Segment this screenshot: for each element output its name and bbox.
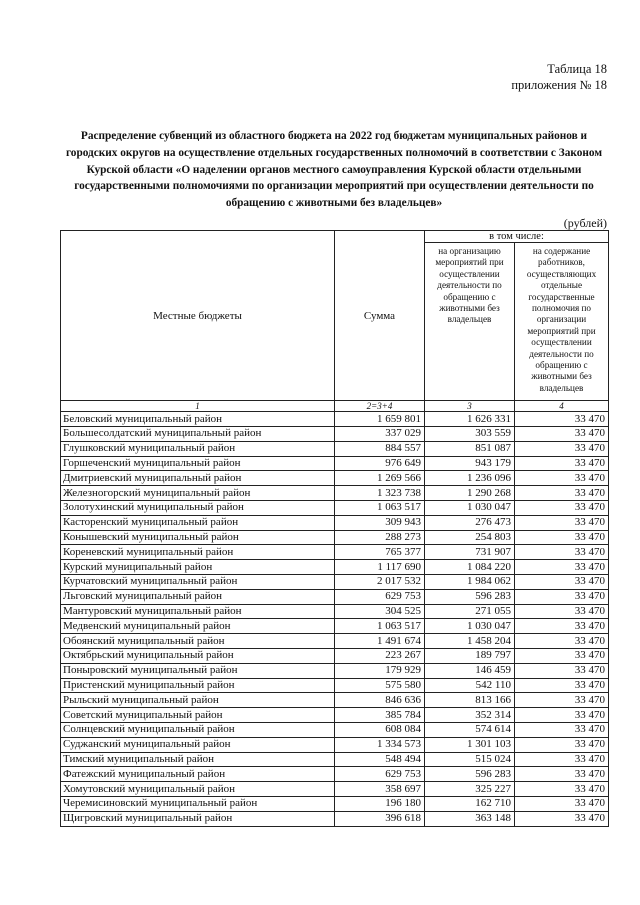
table-row	[61, 708, 609, 723]
organization-amount-cell: 1 030 047	[425, 501, 515, 516]
appendix-label: приложения № 18	[511, 78, 607, 92]
table-row	[61, 693, 609, 708]
organization-amount-cell: 596 283	[425, 767, 515, 782]
district-name-cell: Беловский муниципальный район	[61, 412, 335, 427]
staff-amount-cell: 33 470	[515, 767, 609, 782]
column-index: 2=3+4	[335, 401, 425, 412]
district-name-cell: Мантуровский муниципальный район	[61, 604, 335, 619]
header-including: в том числе:	[425, 231, 609, 243]
staff-amount-cell: 33 470	[515, 604, 609, 619]
district-name-cell: Хомутовский муниципальный район	[61, 782, 335, 797]
sum-cell: 358 697	[335, 782, 425, 797]
sum-cell: 304 525	[335, 604, 425, 619]
staff-amount-cell: 33 470	[515, 649, 609, 664]
sum-cell: 1 659 801	[335, 412, 425, 427]
district-name-cell: Льговский муниципальный район	[61, 589, 335, 604]
table-row	[61, 723, 609, 738]
organization-amount-cell: 574 614	[425, 723, 515, 738]
staff-amount-cell: 33 470	[515, 737, 609, 752]
district-name-cell: Суджанский муниципальный район	[61, 737, 335, 752]
table-row	[61, 530, 609, 545]
table-row	[61, 604, 609, 619]
sum-cell: 1 063 517	[335, 501, 425, 516]
organization-amount-cell: 146 459	[425, 663, 515, 678]
organization-amount-cell: 943 179	[425, 456, 515, 471]
organization-amount-cell: 1 290 268	[425, 486, 515, 501]
table-row	[61, 560, 609, 575]
organization-amount-cell: 1 984 062	[425, 575, 515, 590]
district-name-cell: Дмитриевский муниципальный район	[61, 471, 335, 486]
sum-cell: 223 267	[335, 649, 425, 664]
staff-amount-cell: 33 470	[515, 515, 609, 530]
sum-cell: 765 377	[335, 545, 425, 560]
column-index: 1	[61, 401, 335, 412]
district-name-cell: Большесолдатский муниципальный район	[61, 427, 335, 442]
sum-cell: 385 784	[335, 708, 425, 723]
table-row	[61, 634, 609, 649]
district-name-cell: Конышевский муниципальный район	[61, 530, 335, 545]
sum-cell: 1 323 738	[335, 486, 425, 501]
organization-amount-cell: 363 148	[425, 811, 515, 826]
district-name-cell: Октябрьский муниципальный район	[61, 649, 335, 664]
table-row	[61, 737, 609, 752]
staff-amount-cell: 33 470	[515, 589, 609, 604]
organization-amount-cell: 1 236 096	[425, 471, 515, 486]
table-row	[61, 545, 609, 560]
district-name-cell: Обоянский муниципальный район	[61, 634, 335, 649]
column-index: 3	[425, 401, 515, 412]
district-name-cell: Солнцевский муниципальный район	[61, 723, 335, 738]
staff-amount-cell: 33 470	[515, 441, 609, 456]
staff-amount-cell: 33 470	[515, 797, 609, 812]
staff-amount-cell: 33 470	[515, 501, 609, 516]
organization-amount-cell: 325 227	[425, 782, 515, 797]
staff-amount-cell: 33 470	[515, 560, 609, 575]
sum-cell: 575 580	[335, 678, 425, 693]
sum-cell: 1 063 517	[335, 619, 425, 634]
district-name-cell: Глушковский муниципальный район	[61, 441, 335, 456]
organization-amount-cell: 1 458 204	[425, 634, 515, 649]
organization-amount-cell: 303 559	[425, 427, 515, 442]
district-name-cell: Фатежский муниципальный район	[61, 767, 335, 782]
district-name-cell: Кореневский муниципальный район	[61, 545, 335, 560]
units-label: (рублей)	[563, 216, 607, 230]
district-name-cell: Касторенский муниципальный район	[61, 515, 335, 530]
staff-amount-cell: 33 470	[515, 412, 609, 427]
sum-cell: 196 180	[335, 797, 425, 812]
subvention-table	[60, 230, 609, 827]
table-row	[61, 797, 609, 812]
table-row	[61, 471, 609, 486]
sum-cell: 629 753	[335, 589, 425, 604]
sum-cell: 1 117 690	[335, 560, 425, 575]
staff-amount-cell: 33 470	[515, 782, 609, 797]
sum-cell: 1 491 674	[335, 634, 425, 649]
district-name-cell: Курский муниципальный район	[61, 560, 335, 575]
organization-amount-cell: 1 030 047	[425, 619, 515, 634]
district-name-cell: Рыльский муниципальный район	[61, 693, 335, 708]
staff-amount-cell: 33 470	[515, 575, 609, 590]
organization-amount-cell: 813 166	[425, 693, 515, 708]
staff-amount-cell: 33 470	[515, 811, 609, 826]
district-name-cell: Золотухинский муниципальный район	[61, 501, 335, 516]
sum-cell: 976 649	[335, 456, 425, 471]
table-row	[61, 767, 609, 782]
table-row	[61, 619, 609, 634]
district-name-cell: Щигровский муниципальный район	[61, 811, 335, 826]
staff-amount-cell: 33 470	[515, 530, 609, 545]
organization-amount-cell: 1 626 331	[425, 412, 515, 427]
table-row	[61, 441, 609, 456]
organization-amount-cell: 189 797	[425, 649, 515, 664]
organization-amount-cell: 542 110	[425, 678, 515, 693]
table-row	[61, 456, 609, 471]
column-index-row	[61, 401, 609, 412]
organization-amount-cell: 1 084 220	[425, 560, 515, 575]
district-name-cell: Железногорский муниципальный район	[61, 486, 335, 501]
sum-cell: 884 557	[335, 441, 425, 456]
column-index: 4	[515, 401, 609, 412]
table-row	[61, 752, 609, 767]
organization-amount-cell: 276 473	[425, 515, 515, 530]
table-row	[61, 575, 609, 590]
sum-cell: 179 929	[335, 663, 425, 678]
sum-cell: 2 017 532	[335, 575, 425, 590]
district-name-cell: Курчатовский муниципальный район	[61, 575, 335, 590]
district-name-cell: Поныровский муниципальный район	[61, 663, 335, 678]
table-row	[61, 515, 609, 530]
table-row	[61, 589, 609, 604]
district-name-cell: Черемисиновский муниципальный район	[61, 797, 335, 812]
sum-cell: 548 494	[335, 752, 425, 767]
staff-amount-cell: 33 470	[515, 471, 609, 486]
table-row	[61, 782, 609, 797]
staff-amount-cell: 33 470	[515, 678, 609, 693]
staff-amount-cell: 33 470	[515, 752, 609, 767]
document-title: Распределение субвенций из областного бюджета на 2022 год бюджетам муниципальных районов и городских округов на осуществление отдельных государственных полномочий в соответствии с Законом Курской области «О наделении органов местного самоуправления Курской области отдельными государственными полномочиями по организации мероприятий при осуществлении деятельности по обращению с животными без владельцев»	[65, 130, 603, 210]
organization-amount-cell: 271 055	[425, 604, 515, 619]
organization-amount-cell: 596 283	[425, 589, 515, 604]
table-row	[61, 678, 609, 693]
staff-amount-cell: 33 470	[515, 634, 609, 649]
organization-amount-cell: 162 710	[425, 797, 515, 812]
table-row	[61, 649, 609, 664]
sum-cell: 846 636	[335, 693, 425, 708]
organization-amount-cell: 352 314	[425, 708, 515, 723]
table-row	[61, 811, 609, 826]
table-label: Таблица 18	[547, 62, 607, 76]
table-row	[61, 486, 609, 501]
organization-amount-cell: 254 803	[425, 530, 515, 545]
district-name-cell: Советский муниципальный район	[61, 708, 335, 723]
header-staff-maintenance: на содержание работников, осуществляющих отдельные государственные полномочия по организации мероприятий при осуществлении деятельности по обращению с животными без владельцев	[515, 243, 609, 401]
sum-cell: 288 273	[335, 530, 425, 545]
staff-amount-cell: 33 470	[515, 427, 609, 442]
sum-cell: 396 618	[335, 811, 425, 826]
district-name-cell: Пристенский муниципальный район	[61, 678, 335, 693]
district-name-cell: Горшеченский муниципальный район	[61, 456, 335, 471]
table-row	[61, 501, 609, 516]
header-organization: на организацию мероприятий при осуществлении деятельности по обращению с животными без владельцев	[425, 243, 515, 401]
sum-cell: 309 943	[335, 515, 425, 530]
header-sum: Сумма	[335, 231, 425, 401]
staff-amount-cell: 33 470	[515, 723, 609, 738]
sum-cell: 1 269 566	[335, 471, 425, 486]
table-row	[61, 412, 609, 427]
table-body	[61, 412, 609, 826]
district-name-cell: Тимский муниципальный район	[61, 752, 335, 767]
organization-amount-cell: 1 301 103	[425, 737, 515, 752]
table-row	[61, 427, 609, 442]
staff-amount-cell: 33 470	[515, 693, 609, 708]
staff-amount-cell: 33 470	[515, 545, 609, 560]
header-local-budgets: Местные бюджеты	[61, 231, 335, 401]
organization-amount-cell: 515 024	[425, 752, 515, 767]
staff-amount-cell: 33 470	[515, 619, 609, 634]
organization-amount-cell: 731 907	[425, 545, 515, 560]
sum-cell: 608 084	[335, 723, 425, 738]
staff-amount-cell: 33 470	[515, 708, 609, 723]
district-name-cell: Медвенский муниципальный район	[61, 619, 335, 634]
table-row	[61, 663, 609, 678]
staff-amount-cell: 33 470	[515, 486, 609, 501]
organization-amount-cell: 851 087	[425, 441, 515, 456]
sum-cell: 629 753	[335, 767, 425, 782]
staff-amount-cell: 33 470	[515, 456, 609, 471]
sum-cell: 1 334 573	[335, 737, 425, 752]
sum-cell: 337 029	[335, 427, 425, 442]
staff-amount-cell: 33 470	[515, 663, 609, 678]
